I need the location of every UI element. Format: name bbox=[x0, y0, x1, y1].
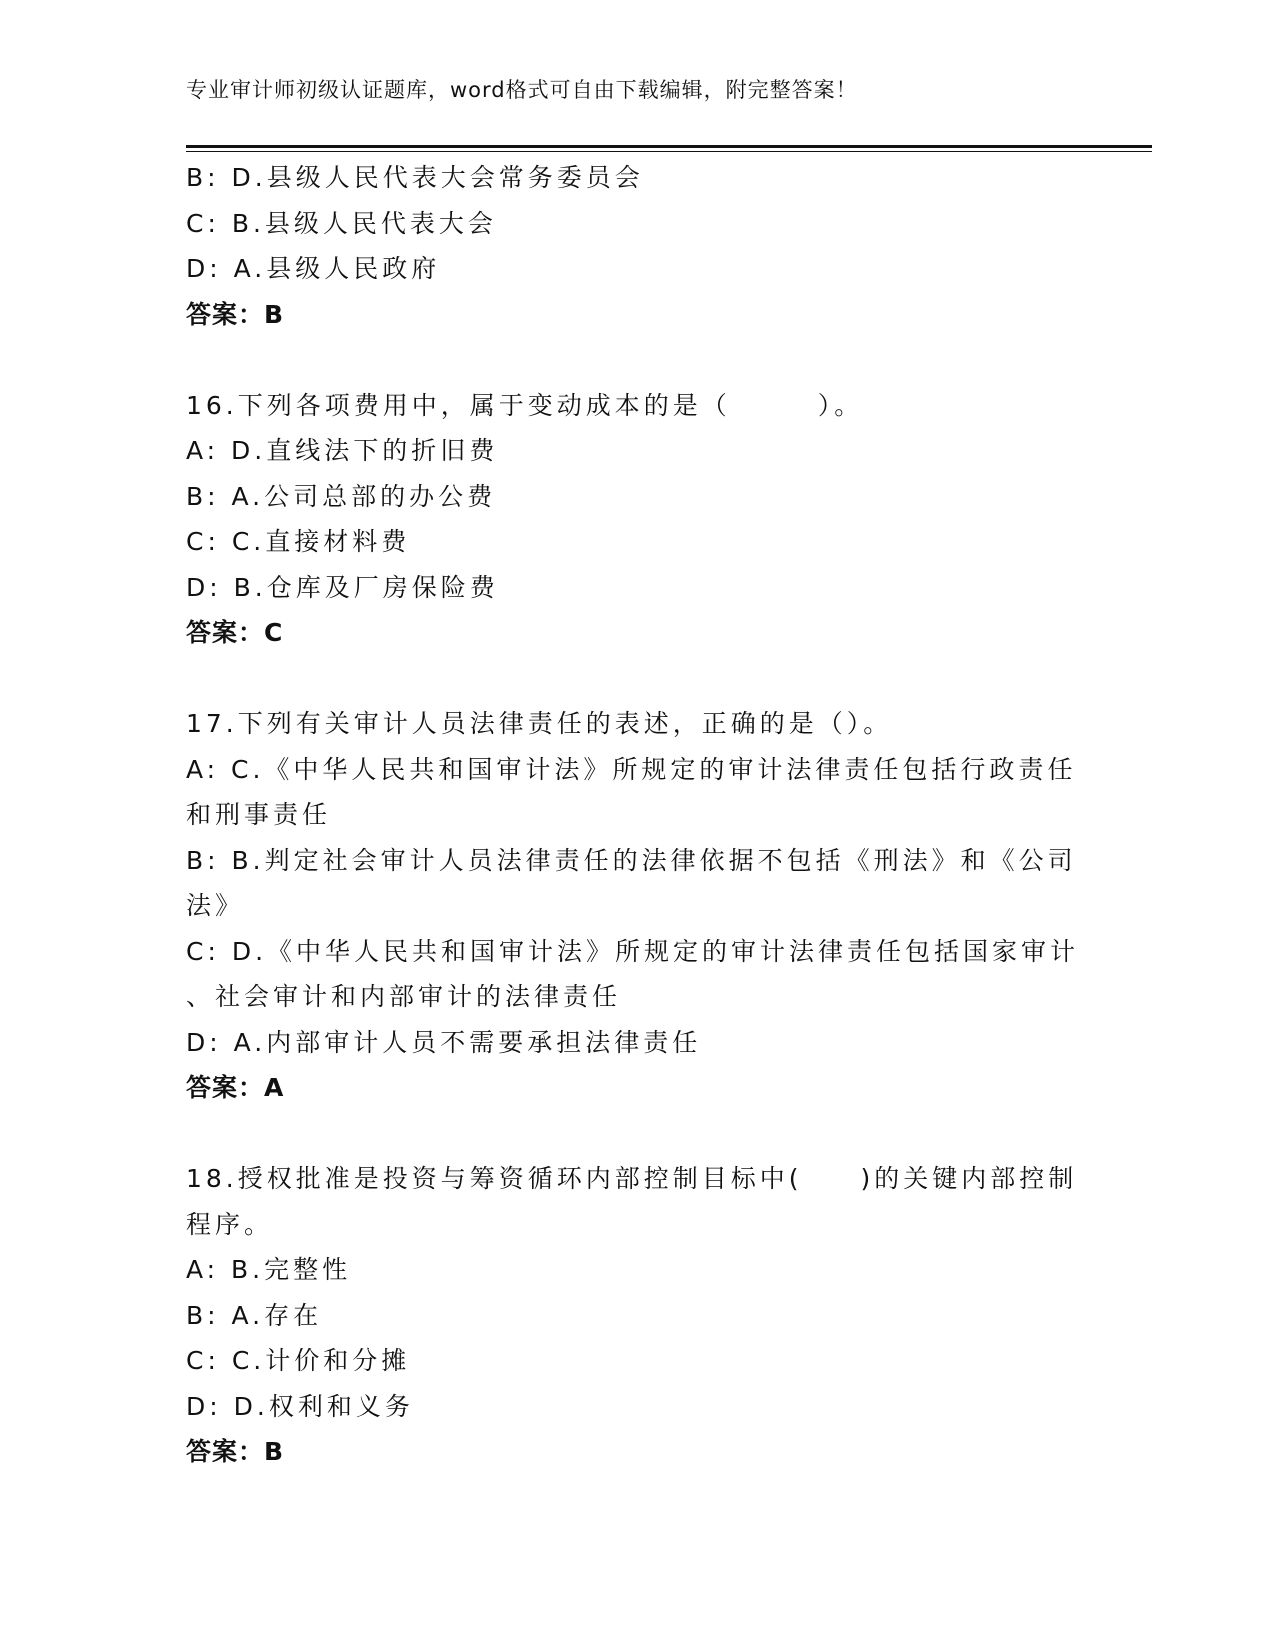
option-line: D: B.仓库及厂房保险费 bbox=[186, 572, 499, 602]
option-line: B: A.存在 bbox=[186, 1300, 323, 1330]
option-line: D: D.权利和义务 bbox=[186, 1391, 414, 1421]
answer-line: 答案：B bbox=[186, 299, 285, 329]
answer-line: 答案：A bbox=[186, 1073, 285, 1102]
header-rule-thin bbox=[186, 151, 1152, 152]
option-line: C: D.《中华人民共和国审计法》所规定的审计法律责任包括国家审计 bbox=[186, 936, 1080, 966]
question-stem: 18.授权批准是投资与筹资循环内部控制目标中( )的关键内部控制 bbox=[186, 1164, 1078, 1193]
option-line-continued: 、社会审计和内部审计的法律责任 bbox=[186, 982, 622, 1011]
spacer bbox=[186, 337, 1086, 383]
option-line: C: C.计价和分摊 bbox=[186, 1346, 411, 1375]
option-line: A: B.完整性 bbox=[186, 1255, 352, 1284]
spacer bbox=[186, 656, 1086, 702]
option-line: B: D.县级人民代表大会常务委员会 bbox=[186, 163, 644, 192]
question-17 bbox=[186, 701, 1086, 1111]
question-18 bbox=[186, 1156, 1086, 1475]
question-stem: 17.下列有关审计人员法律责任的表述，正确的是（）。 bbox=[186, 709, 893, 738]
question-stem: 16.下列各项费用中，属于变动成本的是（ ）。 bbox=[186, 390, 864, 420]
answer-line: 答案：B bbox=[186, 1437, 285, 1466]
option-line: D: A.县级人民政府 bbox=[186, 254, 441, 283]
option-line: B: A.公司总部的办公费 bbox=[186, 481, 497, 511]
option-line: C: B.县级人民代表大会 bbox=[186, 208, 497, 238]
page-header: 专业审计师初级认证题库，word格式可自由下载编辑，附完整答案！ bbox=[186, 78, 858, 102]
answer-line: 答案：C bbox=[186, 618, 284, 647]
option-line: A: C.《中华人民共和国审计法》所规定的审计法律责任包括行政责任 bbox=[186, 754, 1077, 784]
document-body bbox=[186, 155, 1086, 1475]
option-line: C: C.直接材料费 bbox=[186, 527, 411, 556]
partial-question bbox=[186, 155, 1086, 337]
spacer bbox=[186, 1111, 1086, 1157]
option-line: B: B.判定社会审计人员法律责任的法律依据不包括《刑法》和《公司 bbox=[186, 845, 1077, 875]
option-line: A: D.直线法下的折旧费 bbox=[186, 436, 499, 465]
question-16 bbox=[186, 383, 1086, 656]
question-stem-continued: 程序。 bbox=[186, 1209, 274, 1239]
option-line: D: A.内部审计人员不需要承担法律责任 bbox=[186, 1027, 702, 1057]
option-line-continued: 法》 bbox=[186, 891, 245, 920]
option-line-continued: 和刑事责任 bbox=[186, 800, 332, 829]
header-rule-thick bbox=[186, 145, 1152, 148]
